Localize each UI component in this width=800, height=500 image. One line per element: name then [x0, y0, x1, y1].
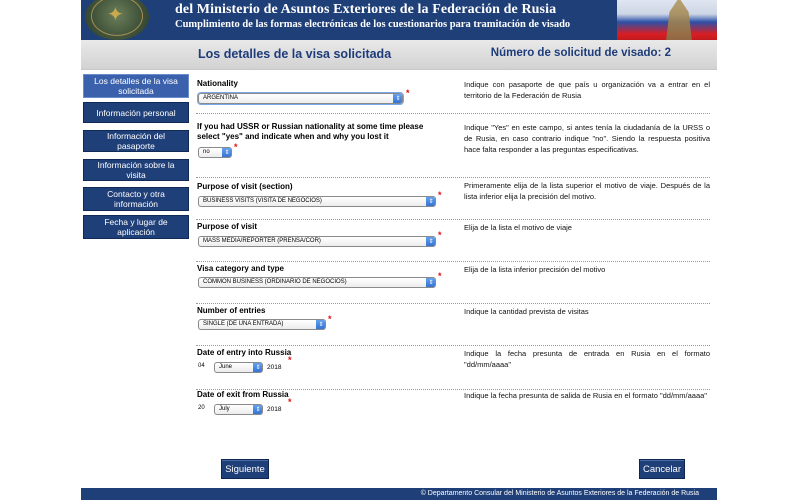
nationality-select[interactable] — [198, 93, 403, 104]
select-arrows-icon: ⇕ — [426, 277, 436, 288]
entry-year-value[interactable]: 2018 — [267, 364, 282, 371]
visa-category-row — [196, 264, 710, 304]
select-arrows-icon: ⇕ — [222, 147, 232, 158]
sidebar-item-passport-info[interactable] — [83, 130, 189, 152]
select-arrows-icon: ⇕ — [253, 404, 263, 415]
visa-category-label: Visa category and type — [197, 264, 284, 273]
entry-date-hint: Indique la fecha presunta de entrada en Rusia en el formato "dd/mm/aaaa" — [464, 349, 710, 369]
select-arrows-icon: ⇕ — [393, 93, 403, 104]
exit-month-select[interactable] — [214, 404, 263, 415]
purpose-section-hint: Primeramente elija de la lista superior el motivo de viaje. Después de la lista inferior elija la precisión del motivo. — [464, 181, 710, 201]
page-footer — [81, 488, 717, 500]
section-title-bar — [81, 40, 717, 70]
nationality-hint: Indique con pasaporte de que país u organización va a entrar en el territorio de la Federación de Rusia — [464, 80, 710, 100]
sidebar-item-label: Contacto y otra información — [107, 189, 165, 209]
exit-year-value[interactable]: 2018 — [267, 406, 282, 413]
select-arrows-icon: ⇕ — [253, 362, 263, 373]
entry-day-select[interactable] — [198, 362, 213, 373]
entries-hint: Indique la cantidad prevista de visitas — [464, 307, 589, 316]
select-arrows-icon: ⇕ — [426, 236, 436, 247]
select-arrows-icon: ⇕ — [426, 196, 436, 207]
sidebar-item-label: Información personal — [96, 107, 176, 118]
sidebar-item-contact-info[interactable] — [83, 187, 189, 211]
exit-day-select[interactable] — [198, 404, 213, 415]
sidebar-nav — [83, 74, 189, 243]
entry-date-label: Date of entry into Russia — [197, 348, 292, 357]
sidebar-item-label: Fecha y lugar de aplicación — [104, 217, 168, 237]
entries-row — [196, 306, 710, 346]
visa-category-select-value: COMMON BUSINESS (ORDINARIO DE NEGOCIOS) — [203, 279, 347, 285]
entry-month-value: June — [219, 364, 233, 370]
required-marker: * — [438, 230, 442, 240]
required-marker: * — [406, 88, 410, 98]
nationality-label: Nationality — [197, 79, 238, 88]
sidebar-item-visa-details[interactable] — [83, 74, 189, 98]
required-marker: * — [288, 397, 292, 407]
required-marker: * — [288, 355, 292, 365]
entry-day-value: 04 — [198, 363, 205, 369]
exit-day-value: 20 — [198, 405, 205, 411]
required-marker: * — [438, 271, 442, 281]
application-number: Número de solicitud de visado: 2 — [490, 47, 671, 59]
header-banner — [81, 0, 717, 40]
ministry-subtitle: Cumplimiento de las formas electrónicas de los cuestionarios para tramitación de visado — [175, 19, 571, 30]
page-title: Los detalles de la visa solicitada — [198, 47, 392, 61]
entries-select-value: SINGLE (DE UNA ENTRADA) — [203, 321, 284, 327]
purpose-label: Purpose of visit — [197, 222, 258, 231]
ussr-nationality-row — [196, 116, 710, 178]
visa-category-select[interactable] — [198, 277, 436, 288]
ussr-nationality-select-value: no — [203, 149, 210, 155]
select-arrows-icon: ⇕ — [316, 319, 326, 330]
required-marker: * — [234, 142, 238, 152]
exit-date-hint: Indique la fecha presunta de salida de Rusia en el formato "dd/mm/aaaa" — [464, 391, 707, 400]
ussr-nationality-hint: Indique "Yes" en este campo, si antes tenía la ciudadanía de la URSS o de Rusia, en caso contrario indique "no". Siendo la respuesta positiva hace falta responder a las preguntas especificativas. — [464, 123, 710, 154]
required-marker: * — [328, 314, 332, 324]
purpose-select[interactable] — [198, 236, 436, 247]
exit-date-row — [196, 390, 710, 424]
entry-date-row — [196, 348, 710, 390]
sidebar-item-label: Información sobre la visita — [97, 160, 175, 180]
entries-select[interactable] — [198, 319, 326, 330]
sidebar-item-label: Información del pasaporte — [106, 131, 166, 151]
required-marker: * — [438, 190, 442, 200]
visa-category-hint: Elija de la lista inferior precisión del motivo — [464, 265, 606, 274]
ministry-emblem-icon: ✦ — [85, 0, 149, 40]
purpose-section-row — [196, 180, 710, 220]
footer-copyright: © Departamento Consular del Ministerio de Asuntos Exteriores de la Federación de Rusia — [420, 490, 699, 497]
entry-month-select[interactable] — [214, 362, 263, 373]
purpose-section-select[interactable] — [198, 196, 436, 207]
entries-label: Number of entries — [197, 306, 266, 315]
purpose-row — [196, 222, 710, 262]
exit-date-label: Date of exit from Russia — [197, 390, 289, 399]
nationality-select-value: ARGENTINA — [203, 95, 239, 101]
cancel-button[interactable]: Cancelar — [639, 459, 685, 479]
purpose-section-label: Purpose of visit (section) — [197, 182, 293, 191]
sidebar-item-personal-info[interactable] — [83, 102, 189, 123]
sidebar-item-application-date-place[interactable] — [83, 215, 189, 239]
ussr-nationality-label: If you had USSR or Russian nationality at some time please select "yes" and indicate when and why you lost it — [197, 122, 424, 141]
purpose-select-value: MASS MEDIA/REPORTER (PRENSA/COR) — [203, 238, 321, 244]
visa-details-form — [190, 70, 717, 450]
purpose-hint: Elija de la lista el motivo de viaje — [464, 223, 572, 232]
sidebar-item-label: Los detalles de la visa solicitada — [94, 76, 178, 96]
purpose-section-select-value: BUSINESS VISITS (VISITA DE NEGOCIOS) — [203, 198, 322, 204]
ministry-title: del Ministerio de Asuntos Exteriores de la Federación de Rusia — [175, 2, 557, 17]
sidebar-item-visit-info[interactable] — [83, 159, 189, 181]
exit-month-value: July — [219, 406, 230, 412]
next-button[interactable]: Siguiente — [221, 459, 269, 479]
ussr-nationality-select[interactable] — [198, 147, 232, 158]
nationality-row — [196, 76, 710, 114]
